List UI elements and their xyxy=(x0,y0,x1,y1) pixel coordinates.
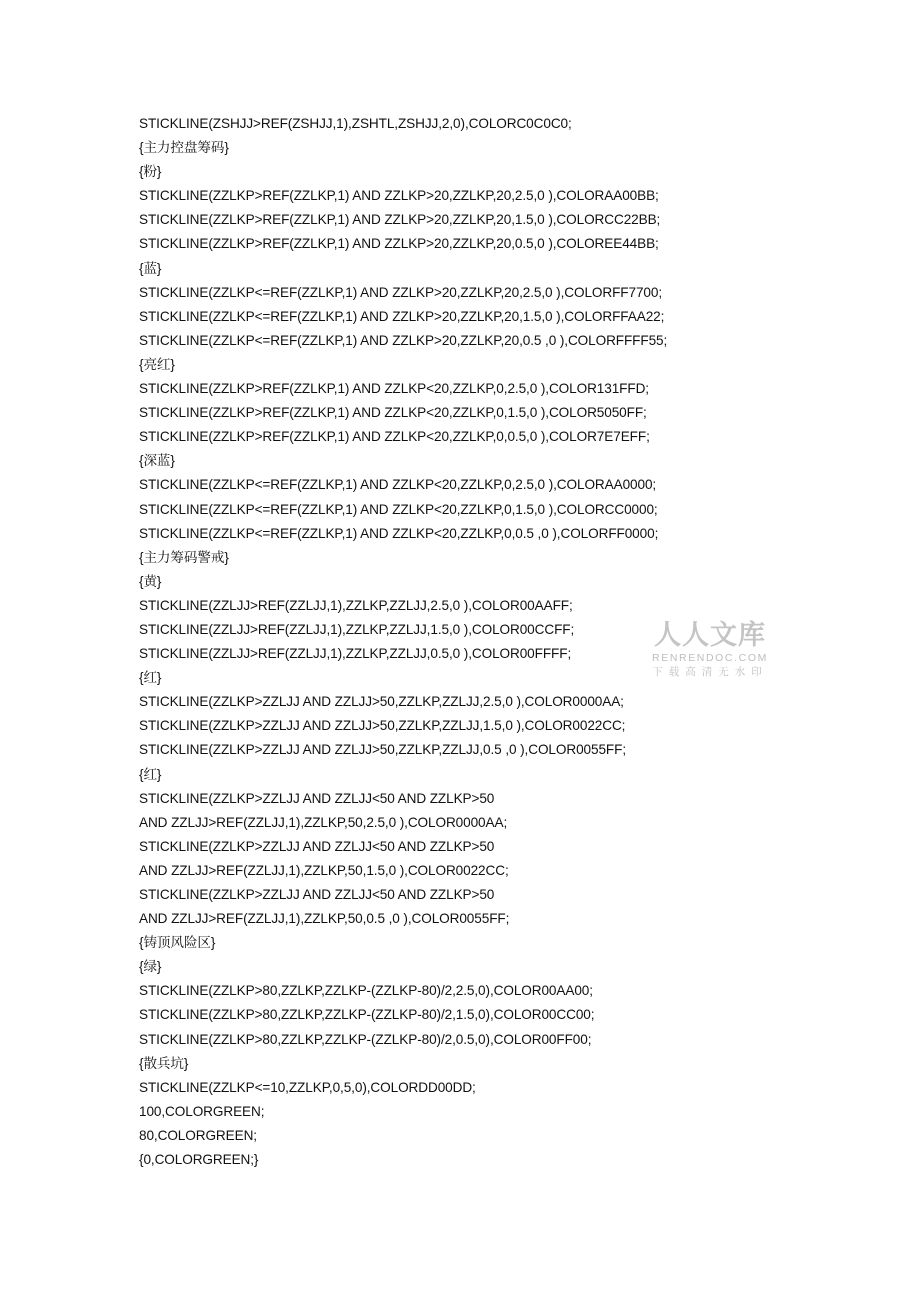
code-line: STICKLINE(ZZLKP>80,ZZLKP,ZZLKP-(ZZLKP-80)/2,1.5,0),COLOR00CC00; xyxy=(139,1007,595,1023)
code-line: STICKLINE(ZZLKP<=REF(ZZLKP,1) AND ZZLKP<20,ZZLKP,0,1.5,0 ),COLORCC0000; xyxy=(139,501,658,517)
formula-code-block xyxy=(139,112,839,1172)
code-line: STICKLINE(ZZLKP>REF(ZZLKP,1) AND ZZLKP>20,ZZLKP,20,2.5,0 ),COLORAA00BB; xyxy=(139,188,659,204)
code-line: STICKLINE(ZZLKP>ZZLJJ AND ZZLJJ>50,ZZLKP,ZZLJJ,1.5,0 ),COLOR0022CC; xyxy=(139,718,626,734)
code-line: AND ZZLJJ>REF(ZZLJJ,1),ZZLKP,50,1.5,0 ),COLOR0022CC; xyxy=(139,862,509,878)
section-comment-line: {铸顶风险区} xyxy=(139,935,216,951)
watermark-slogan: 下载高清无水印 xyxy=(652,666,768,678)
code-line: STICKLINE(ZZLJJ>REF(ZZLJJ,1),ZZLKP,ZZLJJ,2.5,0 ),COLOR00AAFF; xyxy=(139,597,573,613)
section-comment-line: {深蓝} xyxy=(139,453,175,469)
section-comment-line: {黄} xyxy=(139,573,162,589)
code-line: STICKLINE(ZZLKP>REF(ZZLKP,1) AND ZZLKP<20,ZZLKP,0,1.5,0 ),COLOR5050FF; xyxy=(139,405,647,421)
watermark-title: 人人文库 xyxy=(654,620,766,651)
code-line: STICKLINE(ZZLKP>ZZLJJ AND ZZLJJ<50 AND ZZLKP>50 xyxy=(139,887,495,902)
code-line: 80,COLORGREEN; xyxy=(139,1127,257,1143)
code-line: {0,COLORGREEN;} xyxy=(139,1152,259,1168)
section-comment-line: {红} xyxy=(139,766,162,782)
code-line: STICKLINE(ZZLKP>80,ZZLKP,ZZLKP-(ZZLKP-80)/2,0.5,0),COLOR00FF00; xyxy=(139,1031,592,1047)
section-comment-line: {散兵坑} xyxy=(139,1055,189,1071)
code-line: STICKLINE(ZZLKP>REF(ZZLKP,1) AND ZZLKP>20,ZZLKP,20,1.5,0 ),COLORCC22BB; xyxy=(139,212,661,228)
code-line: STICKLINE(ZZLKP>ZZLJJ AND ZZLJJ>50,ZZLKP,ZZLJJ,2.5,0 ),COLOR0000AA; xyxy=(139,694,624,710)
code-line: STICKLINE(ZZLKP<=REF(ZZLKP,1) AND ZZLKP>20,ZZLKP,20,2.5,0 ),COLORFF7700; xyxy=(139,284,663,300)
code-line: STICKLINE(ZZLKP<=REF(ZZLKP,1) AND ZZLKP<20,ZZLKP,0,2.5,0 ),COLORAA0000; xyxy=(139,477,657,493)
code-line: AND ZZLJJ>REF(ZZLJJ,1),ZZLKP,50,0.5 ,0 ),COLOR0055FF; xyxy=(139,911,510,927)
section-comment-line: {主力控盘筹码} xyxy=(139,140,229,156)
code-line: STICKLINE(ZZLKP>80,ZZLKP,ZZLKP-(ZZLKP-80)/2,2.5,0),COLOR00AA00; xyxy=(139,983,593,999)
code-line: STICKLINE(ZZLJJ>REF(ZZLJJ,1),ZZLKP,ZZLJJ,1.5,0 ),COLOR00CCFF; xyxy=(139,621,575,637)
watermark-domain: RENRENDOC.COM xyxy=(652,652,768,664)
section-comment-line: {主力筹码警戒} xyxy=(139,549,229,565)
code-line: STICKLINE(ZZLKP>REF(ZZLKP,1) AND ZZLKP>20,ZZLKP,20,0.5,0 ),COLOREE44BB; xyxy=(139,236,659,252)
code-line: STICKLINE(ZZLKP>ZZLJJ AND ZZLJJ>50,ZZLKP,ZZLJJ,0.5 ,0 ),COLOR0055FF; xyxy=(139,742,627,758)
code-line: STICKLINE(ZSHJJ>REF(ZSHJJ,1),ZSHTL,ZSHJJ,2,0),COLORC0C0C0; xyxy=(139,116,572,131)
code-line: STICKLINE(ZZLKP<=REF(ZZLKP,1) AND ZZLKP>20,ZZLKP,20,1.5,0 ),COLORFFAA22; xyxy=(139,308,665,324)
code-line: STICKLINE(ZZLKP>ZZLJJ AND ZZLJJ<50 AND ZZLKP>50 xyxy=(139,790,495,806)
code-line: STICKLINE(ZZLKP<=REF(ZZLKP,1) AND ZZLKP<20,ZZLKP,0,0.5 ,0 ),COLORFF0000; xyxy=(139,525,659,541)
section-comment-line: {红} xyxy=(139,670,162,686)
code-line: STICKLINE(ZZLKP<=10,ZZLKP,0,5,0),COLORDD00DD; xyxy=(139,1079,476,1095)
section-comment-line: {蓝} xyxy=(139,260,162,276)
code-line: 100,COLORGREEN; xyxy=(139,1103,265,1119)
code-line: STICKLINE(ZZLKP>ZZLJJ AND ZZLJJ<50 AND ZZLKP>50 xyxy=(139,838,495,854)
section-comment-line: {亮红} xyxy=(139,356,175,372)
code-line: STICKLINE(ZZLJJ>REF(ZZLJJ,1),ZZLKP,ZZLJJ,0.5,0 ),COLOR00FFFF; xyxy=(139,646,572,662)
code-line: STICKLINE(ZZLKP>REF(ZZLKP,1) AND ZZLKP<20,ZZLKP,0,2.5,0 ),COLOR131FFD; xyxy=(139,381,649,397)
section-comment-line: {粉} xyxy=(139,164,162,180)
code-line: STICKLINE(ZZLKP>REF(ZZLKP,1) AND ZZLKP<20,ZZLKP,0,0.5,0 ),COLOR7E7EFF; xyxy=(139,429,650,445)
section-comment-line: {绿} xyxy=(139,959,162,975)
code-line: STICKLINE(ZZLKP<=REF(ZZLKP,1) AND ZZLKP>20,ZZLKP,20,0.5 ,0 ),COLORFFFF55; xyxy=(139,332,668,348)
code-line: AND ZZLJJ>REF(ZZLJJ,1),ZZLKP,50,2.5,0 ),COLOR0000AA; xyxy=(139,814,508,830)
